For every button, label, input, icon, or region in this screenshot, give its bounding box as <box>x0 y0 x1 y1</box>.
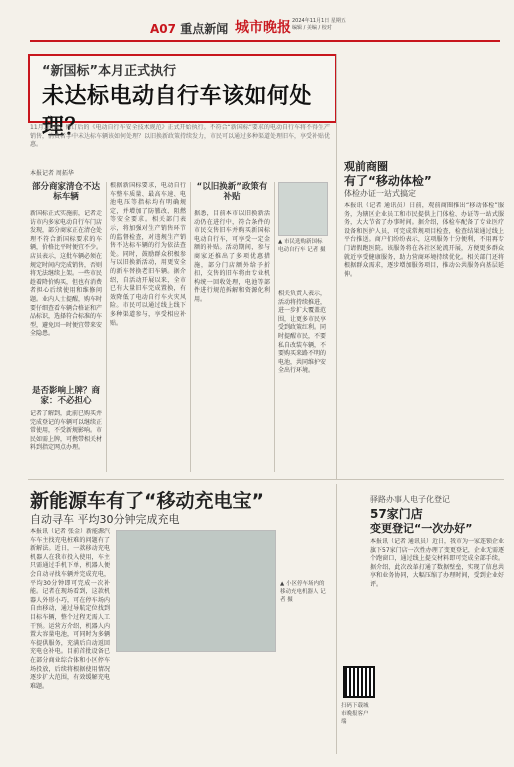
section-number: A07 <box>150 22 176 36</box>
lead-subhead-3: “以旧换新”政策有补贴 <box>196 182 268 202</box>
lead-column-1b: 记者了解到，此前已购买并完成登记的车辆可以继续正常使用，不受新规影响。市民如需上牌，可携带相关材料到指定网点办理。 <box>30 410 102 452</box>
issue-date: 2024年11月1日 星期五 <box>292 18 346 24</box>
section-divider <box>336 54 337 479</box>
lead-column-4: 相关负责人表示，活动将持续推进，进一步扩大覆盖范围，让更多市民享受到政策红利。同时提醒市民，不要私自改装车辆，不要购买来路不明的电池，共同维护安全出行环境。 <box>278 290 326 375</box>
lead-photo-caption: ▲ 市民选购新国标电动自行车 记者 摄 <box>278 239 326 253</box>
lead-kicker: “新国标”本月正式执行 <box>42 64 177 79</box>
column-divider <box>274 182 275 472</box>
lead-summary: 11月1日起，修订后的《电动自行车安全技术规范》正式开始执行。不符合“新国标”要求的电动自行车将不得生产销售，消费者手中未达标车辆该如何处理？以旧换新政策持续发力，市民可以通过多种渠道处理旧车，享受补贴优惠。 <box>30 124 330 149</box>
brief-title: 驿路办事人电子化登记 <box>370 495 450 504</box>
dateline <box>292 18 372 32</box>
lead-headline: 未达标电动自行车该如何处理？ <box>42 84 313 140</box>
brief-headline: 57家门店 <box>370 507 423 521</box>
lead-subhead-1: 部分商家清仓不达标车辆 <box>31 182 100 202</box>
section-divider <box>336 484 337 754</box>
brief-story-body: 本报讯（记者 通讯员）近日，我市为一家连锁企业旗下57家门店一次性办理了变更登记，企业无需逐个跑窗口，通过线上提交材料即可完成全部手续。据介绍，此次改革打通了数据壁垒，实现了信息共享和业务协同，大幅压缩了办理时间，受到企业好评。 <box>370 538 504 588</box>
section-divider <box>28 479 504 480</box>
qr-caption: 扫码下载城市晚报客户端 <box>341 703 369 725</box>
bottom-column-1: 本报讯（记者 张金）新能源汽车车主找充电桩难的问题有了新解法。近日，一款移动充电机器人在我市投入使用，车主只需通过手机下单，机器人便会自动寻找车辆并完成充电，平均30分钟即可完成一次补能。记者在现场看到，这款机器人外形小巧，可在停车场内自由移动，通过导航定位找到目标车辆，整个过程无需人工干预。运营方介绍，机器人内置大容量电池，可同时为多辆车提供服务，充满后自动返回充电仓补电。目前首批设备已在部分商业综合体和小区停车场投放，后续将根据使用情况逐步扩大范围，有效缓解充电难题。 <box>30 528 110 690</box>
lead-column-1: 新国标正式实施前，记者走访市内多家电动自行车门店发现，部分商家正在清仓处理不符合新国标要求的车辆，价格比平时便宜不少。店员表示，这批车辆必须在规定时间内完成销售，否则将无法继续上架。一些市民趁着降价购买，但也有消费者担心后续使用和维修问题。业内人士提醒，购车时要仔细查看车辆合格证和产品标识，选择符合标准的车型，避免因一时便宜带来安全隐患。 <box>30 210 102 338</box>
brief-subhead: 变更登记“一次办好” <box>370 522 473 535</box>
section-label <box>150 20 228 37</box>
bottom-headline: 新能源车有了“移动充电宝” <box>30 490 264 512</box>
section-name: 重点新闻 <box>180 22 229 36</box>
column-divider <box>106 182 107 472</box>
lead-byline: 本报记者 周拓华 <box>30 170 74 177</box>
bottom-subhead: 自动寻车 平均30分钟完成充电 <box>30 513 180 526</box>
lead-subhead-2: 是否影响上牌？商家：不必担心 <box>31 386 100 406</box>
qr-code-icon <box>343 666 375 698</box>
masthead <box>30 14 500 42</box>
lead-photo <box>278 182 328 236</box>
bottom-photo-caption: ▲ 小区停车场内的移动充电机器人 记者 摄 <box>280 581 326 603</box>
column-divider <box>190 182 191 472</box>
right-title: 观前商圈 <box>344 160 388 173</box>
editor-line: 编辑 / 美编 / 校对 <box>292 25 332 31</box>
lead-column-3: 据悉，目前本市以旧换新活动仍在进行中，符合条件的市民交售旧车并购买新国标电动自行车，可享受一定金额的补贴。活动期间，参与商家还推出了多项优惠措施，部分门店额外给予折扣，交售的旧车将由专业机构统一回收处理，电池等部件进行规范拆解和资源化利用。 <box>194 210 270 303</box>
bottom-photo <box>116 530 276 652</box>
right-headline: 有了“移动体检” <box>344 174 432 188</box>
right-subhead: 体检办证一站式搞定 <box>344 189 416 198</box>
right-story-body: 本报讯（记者 通讯员）日前，观前商圈推出“移动体检”服务，为辖区企业员工和市民提供上门体检、办证等一站式服务，大大节省了办事时间。据介绍，体检车配备了专业医疗设备和医护人员，可完成常规项目检查，检查结果通过线上平台推送。商户们纷纷表示，这项服务十分便利，不用再专门请假跑医院。该服务将在各社区轮流开展，方便更多群众就近享受健康服务，助力营商环境持续优化。相关部门还将根据群众需求，逐步增加服务项目，推动公共服务向基层延伸。 <box>344 202 504 278</box>
newspaper-logo: 城市晚报 <box>235 20 291 36</box>
lead-column-2: 根据新国标要求，电动自行车整车质量、最高车速、电池电压等指标均有明确规定，并增加了防篡改、阻燃等安全要求。相关部门表示，将加强对生产销售环节的监督检查，对违规生产销售不达标车辆的行为依法查处。同时，鼓励群众积极参与以旧换新活动，用更安全的新车替换老旧车辆。据介绍，自活动开展以来，全市已有大量旧车完成置换，有效降低了电动自行车火灾风险。市民可以通过线上线下多种渠道参与，享受相应补贴。 <box>110 182 186 327</box>
